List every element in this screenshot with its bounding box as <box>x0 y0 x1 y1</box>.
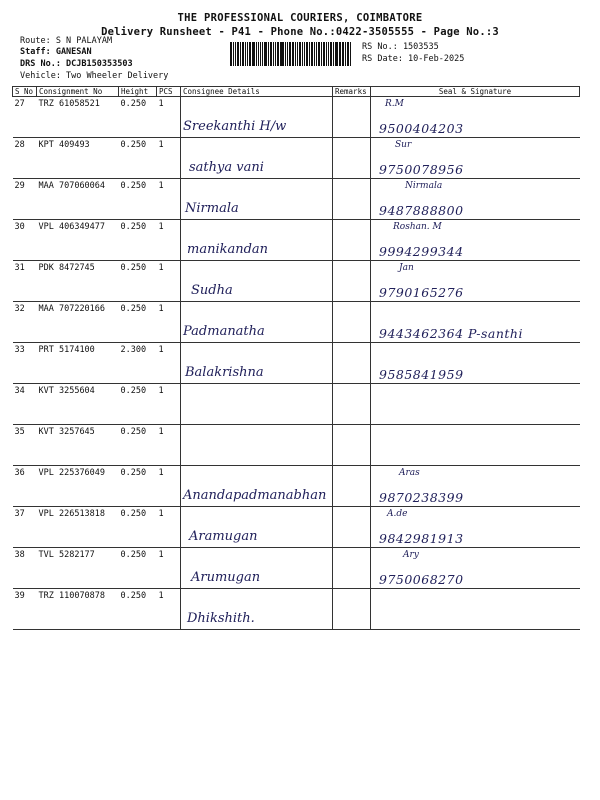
remarks-cell <box>333 138 371 179</box>
sno-value: 29 <box>14 181 25 191</box>
cell-consignment <box>37 261 119 302</box>
consignee-cell <box>181 589 333 630</box>
vehicle-label: Vehicle: Two Wheeler Delivery <box>20 71 169 81</box>
cell-pcs <box>157 138 181 179</box>
signature-cell <box>371 466 580 507</box>
consignment-value: KVT 3257645 <box>38 427 95 437</box>
signature-cell <box>371 548 580 589</box>
signature-mark: Jan <box>399 263 414 273</box>
sno-value: 30 <box>14 222 25 232</box>
consignment-value: TVL 5282177 <box>38 550 95 560</box>
drs-number: DRS No.: DCJB150353503 <box>20 59 133 69</box>
cell-sno <box>13 220 37 261</box>
cell-pcs <box>157 384 181 425</box>
weight-value: 0.250 <box>120 181 147 191</box>
cell-sno <box>13 343 37 384</box>
phone-number: 9750078956 <box>379 162 464 177</box>
pcs-value: 1 <box>158 509 164 519</box>
phone-number: 9994299344 <box>379 244 464 259</box>
sno-value: 36 <box>14 468 25 478</box>
pcs-value: 1 <box>158 345 164 355</box>
cell-weight <box>119 261 157 302</box>
remarks-cell <box>333 179 371 220</box>
remarks-cell <box>333 425 371 466</box>
table-row <box>13 261 580 302</box>
cell-pcs <box>157 466 181 507</box>
pcs-value: 1 <box>158 550 164 560</box>
table-row <box>13 466 580 507</box>
consignee-cell <box>181 179 333 220</box>
cell-weight <box>119 302 157 343</box>
remarks-cell <box>333 220 371 261</box>
sno-value: 37 <box>14 509 25 519</box>
weight-value: 0.250 <box>120 140 147 150</box>
consignee-cell <box>181 466 333 507</box>
pcs-value: 1 <box>158 427 164 437</box>
sno-value: 28 <box>14 140 25 150</box>
cell-sno <box>13 384 37 425</box>
pcs-value: 1 <box>158 181 164 191</box>
phone-number: 9500404203 <box>379 121 464 136</box>
col-header-consignment: Consignment No <box>37 87 119 97</box>
sno-value: 33 <box>14 345 25 355</box>
staff-label: Staff: GANESAN <box>20 47 92 57</box>
consignee-name: Sreekanthi H/w <box>183 119 287 134</box>
cell-weight <box>119 548 157 589</box>
phone-number: 9487888800 <box>379 203 464 218</box>
consignee-cell <box>181 548 333 589</box>
consignment-value: VPL 225376049 <box>38 468 106 478</box>
cell-consignment <box>37 466 119 507</box>
cell-sno <box>13 589 37 630</box>
table-header-row <box>13 87 580 97</box>
col-header-consignee: Consignee Details <box>181 87 333 97</box>
weight-value: 0.250 <box>120 427 147 437</box>
consignee-cell <box>181 343 333 384</box>
consignee-cell <box>181 261 333 302</box>
sno-value: 27 <box>14 99 25 109</box>
weight-value: 0.250 <box>120 386 147 396</box>
signature-mark: Aras <box>399 468 420 478</box>
weight-value: 0.250 <box>120 591 147 601</box>
col-header-pcs: PCS <box>157 87 181 97</box>
sno-value: 31 <box>14 263 25 273</box>
cell-pcs <box>157 97 181 138</box>
remarks-cell <box>333 97 371 138</box>
consignment-value: KPT 409493 <box>38 140 90 150</box>
pcs-value: 1 <box>158 140 164 150</box>
cell-consignment <box>37 507 119 548</box>
phone-number: 9870238399 <box>379 490 464 505</box>
consignee-cell <box>181 384 333 425</box>
table-row <box>13 179 580 220</box>
signature-mark: Sur <box>395 140 412 150</box>
remarks-cell <box>333 384 371 425</box>
cell-weight <box>119 425 157 466</box>
weight-value: 0.250 <box>120 304 147 314</box>
signature-cell <box>371 138 580 179</box>
cell-pcs <box>157 425 181 466</box>
cell-pcs <box>157 261 181 302</box>
table-row <box>13 343 580 384</box>
weight-value: 0.250 <box>120 99 147 109</box>
barcode-icon <box>230 42 352 66</box>
cell-pcs <box>157 220 181 261</box>
cell-weight <box>119 97 157 138</box>
consignee-cell <box>181 97 333 138</box>
signature-cell <box>371 589 580 630</box>
remarks-cell <box>333 302 371 343</box>
signature-mark: R.M <box>385 99 404 109</box>
runsheet-title: THE PROFESSIONAL COURIERS, COIMBATORE <box>177 12 423 24</box>
cell-consignment <box>37 384 119 425</box>
consignee-name: Padmanatha <box>183 324 265 339</box>
weight-value: 2.300 <box>120 345 147 355</box>
pcs-value: 1 <box>158 591 164 601</box>
cell-weight <box>119 466 157 507</box>
signature-cell <box>371 384 580 425</box>
sno-value: 34 <box>14 386 25 396</box>
cell-weight <box>119 589 157 630</box>
consignee-name: Arumugan <box>191 570 261 585</box>
cell-weight <box>119 384 157 425</box>
weight-value: 0.250 <box>120 263 147 273</box>
col-header-remarks: Remarks <box>333 87 371 97</box>
col-header-signature: Seal & Signature <box>371 87 580 97</box>
runsheet-subtitle: Delivery Runsheet - P41 - Phone No.:0422-3505555 - Page No.:3 <box>101 26 499 38</box>
pcs-value: 1 <box>158 386 164 396</box>
pcs-value: 1 <box>158 99 164 109</box>
remarks-cell <box>333 507 371 548</box>
pcs-value: 1 <box>158 304 164 314</box>
cell-consignment <box>37 138 119 179</box>
pcs-value: 1 <box>158 222 164 232</box>
table-row <box>13 507 580 548</box>
signature-mark: Nirmala <box>405 181 443 191</box>
remarks-cell <box>333 261 371 302</box>
signature-cell <box>371 97 580 138</box>
sno-value: 39 <box>14 591 25 601</box>
consignment-value: MAA 707060064 <box>38 181 106 191</box>
signature-mark: Roshan. M <box>393 222 442 232</box>
table-row <box>13 425 580 466</box>
cell-sno <box>13 179 37 220</box>
consignment-value: PDK 8472745 <box>38 263 95 273</box>
cell-sno <box>13 466 37 507</box>
table-row <box>13 220 580 261</box>
phone-number: 9842981913 <box>379 531 464 546</box>
consignee-cell <box>181 220 333 261</box>
phone-number: 9585841959 <box>379 367 464 382</box>
remarks-cell <box>333 466 371 507</box>
col-header-sno: S No <box>13 87 37 97</box>
consignment-value: KVT 3255604 <box>38 386 95 396</box>
signature-cell <box>371 425 580 466</box>
consignment-value: VPL 226513818 <box>38 509 106 519</box>
consignee-cell <box>181 425 333 466</box>
cell-weight <box>119 507 157 548</box>
table-row <box>13 302 580 343</box>
phone-number: 9750068270 <box>379 572 464 587</box>
consignee-name: Balakrishna <box>185 365 264 380</box>
table-row <box>13 138 580 179</box>
cell-pcs <box>157 589 181 630</box>
cell-consignment <box>37 425 119 466</box>
phone-number: 9443462364 P-santhi <box>379 326 523 341</box>
signature-cell <box>371 261 580 302</box>
phone-number: 9790165276 <box>379 285 464 300</box>
cell-sno <box>13 425 37 466</box>
signature-mark: A.de <box>387 509 408 519</box>
table-row <box>13 589 580 630</box>
consignment-value: TRZ 61058521 <box>38 99 100 109</box>
consignee-name: Dhikshith. <box>187 611 255 626</box>
weight-value: 0.250 <box>120 222 147 232</box>
consignee-name: sathya vani <box>189 160 264 175</box>
cell-consignment <box>37 220 119 261</box>
signature-cell <box>371 179 580 220</box>
cell-sno <box>13 97 37 138</box>
consignee-name: Sudha <box>191 283 233 298</box>
weight-value: 0.250 <box>120 550 147 560</box>
table-row <box>13 97 580 138</box>
rs-date: RS Date: 10-Feb-2025 <box>362 54 465 64</box>
cell-sno <box>13 138 37 179</box>
cell-pcs <box>157 343 181 384</box>
consignment-value: PRT 5174100 <box>38 345 95 355</box>
signature-cell <box>371 507 580 548</box>
consignee-cell <box>181 507 333 548</box>
cell-pcs <box>157 507 181 548</box>
consignee-name: Nirmala <box>185 201 239 216</box>
cell-sno <box>13 302 37 343</box>
cell-weight <box>119 220 157 261</box>
cell-sno <box>13 261 37 302</box>
table-row <box>13 548 580 589</box>
cell-weight <box>119 343 157 384</box>
cell-consignment <box>37 179 119 220</box>
runsheet-table <box>12 86 580 630</box>
cell-consignment <box>37 343 119 384</box>
consignment-value: TRZ 110070878 <box>38 591 106 601</box>
cell-sno <box>13 548 37 589</box>
sno-value: 35 <box>14 427 25 437</box>
signature-cell <box>371 302 580 343</box>
cell-pcs <box>157 179 181 220</box>
remarks-cell <box>333 343 371 384</box>
cell-consignment <box>37 589 119 630</box>
cell-consignment <box>37 302 119 343</box>
cell-consignment <box>37 548 119 589</box>
remarks-cell <box>333 589 371 630</box>
pcs-value: 1 <box>158 468 164 478</box>
cell-pcs <box>157 302 181 343</box>
col-header-weight: Height <box>119 87 157 97</box>
consignee-name: Aramugan <box>189 529 258 544</box>
sno-value: 38 <box>14 550 25 560</box>
pcs-value: 1 <box>158 263 164 273</box>
sno-value: 32 <box>14 304 25 314</box>
consignee-cell <box>181 138 333 179</box>
table-row <box>13 384 580 425</box>
rs-number: RS No.: 1503535 <box>362 42 439 52</box>
signature-cell <box>371 343 580 384</box>
cell-weight <box>119 179 157 220</box>
route-label: Route: S N PALAYAM <box>20 36 113 46</box>
consignment-value: VPL 406349477 <box>38 222 106 232</box>
cell-weight <box>119 138 157 179</box>
cell-sno <box>13 507 37 548</box>
cell-consignment <box>37 97 119 138</box>
consignee-name: Anandapadmanabhan <box>183 488 327 503</box>
signature-mark: Ary <box>403 550 419 560</box>
weight-value: 0.250 <box>120 509 147 519</box>
cell-pcs <box>157 548 181 589</box>
consignment-value: MAA 707220166 <box>38 304 106 314</box>
weight-value: 0.250 <box>120 468 147 478</box>
remarks-cell <box>333 548 371 589</box>
signature-cell <box>371 220 580 261</box>
consignee-name: manikandan <box>187 242 269 257</box>
consignee-cell <box>181 302 333 343</box>
